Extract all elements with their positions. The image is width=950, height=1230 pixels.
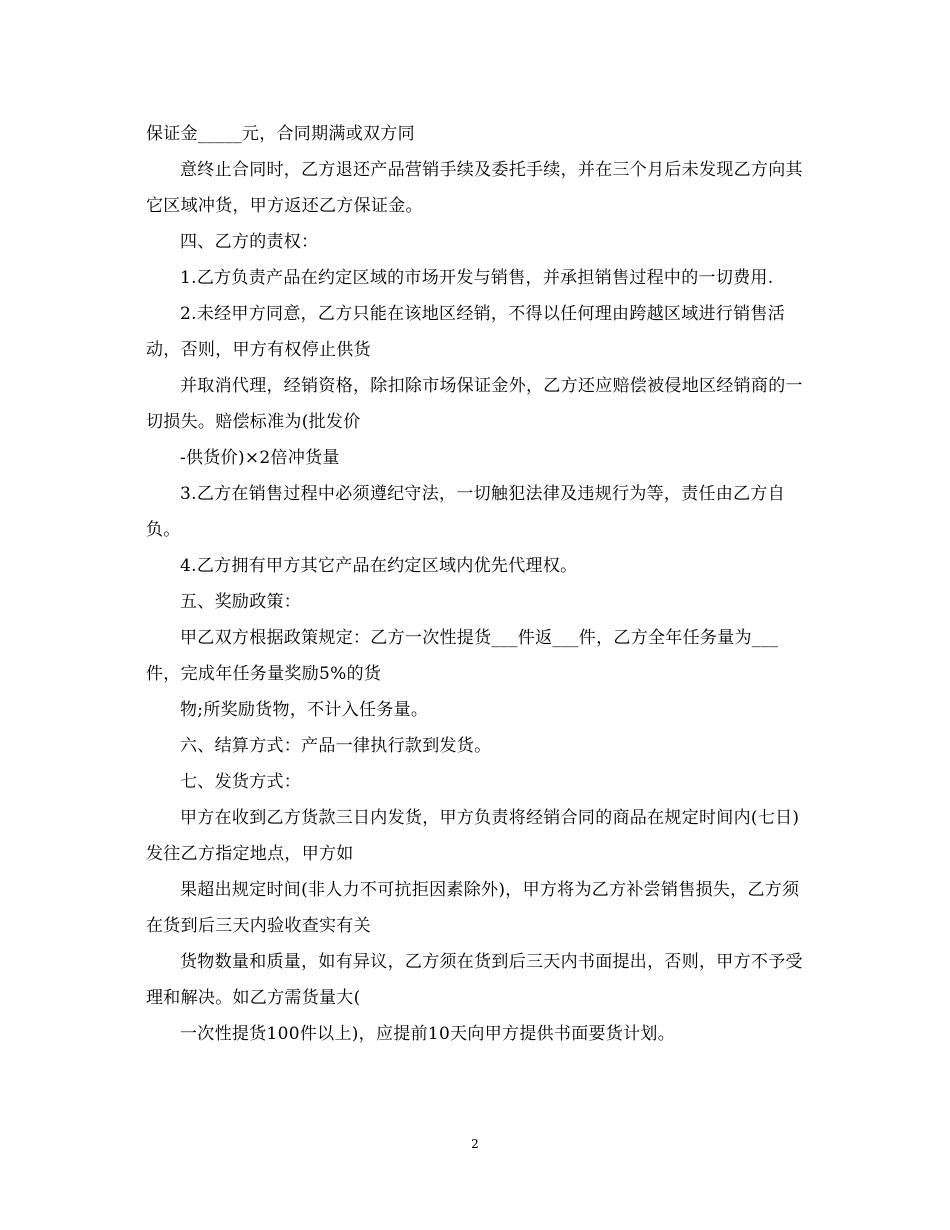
- paragraph: 4.乙方拥有甲方其它产品在约定区域内优先代理权。: [180, 556, 578, 576]
- section-heading: 五、奖励政策：: [180, 592, 302, 612]
- paragraph: 2.未经甲方同意，乙方只能在该地区经销，不得以任何理由跨越区域进行销售活动，否则，甲方有权停止供货: [146, 304, 786, 360]
- paragraph: 甲方在收到乙方货款三日内发货，甲方负责将经销合同的商品在规定时间内(七日)发往乙方指定地点，甲方如: [146, 808, 800, 864]
- paragraph: -供货价)×2倍冲货量: [180, 448, 340, 468]
- paragraph: 意终止合同时，乙方退还产品营销手续及委托手续，并在三个月后未发现乙方向其它区域冲货，甲方返还乙方保证金。: [146, 160, 803, 216]
- paragraph: 货物数量和质量，如有异议，乙方须在货到后三天内书面提出，否则，甲方不予受理和解决。如乙方需货量大(: [146, 952, 803, 1008]
- page-number: 2: [471, 1137, 479, 1151]
- section-heading: 四、乙方的责权：: [180, 232, 319, 252]
- paragraph: 保证金_____元，合同期满或双方同: [146, 124, 415, 144]
- document-body: [146, 116, 806, 1052]
- section-heading: 七、发货方式：: [180, 772, 302, 792]
- paragraph: 并取消代理，经销资格，除扣除市场保证金外，乙方还应赔偿被侵地区经销商的一切损失。赔偿标准为(批发价: [146, 376, 803, 432]
- paragraph: 甲乙双方根据政策规定：乙方一次性提货___件返___件，乙方全年任务量为___件，完成年任务量奖励5%的货: [146, 628, 779, 684]
- paragraph: 3.乙方在销售过程中必须遵纪守法，一切触犯法律及违规行为等，责任由乙方自负。: [146, 484, 786, 540]
- paragraph: 1.乙方负责产品在约定区域的市场开发与销售，并承担销售过程中的一切费用.: [180, 268, 774, 288]
- paragraph: 物;所奖励货物，不计入任务量。: [180, 700, 429, 720]
- section-heading: 六、结算方式：产品一律执行款到发货。: [180, 736, 492, 756]
- paragraph: 果超出规定时间(非人力不可抗拒因素除外)，甲方将为乙方补尝销售损失，乙方须在货到后三天内验收查实有关: [146, 880, 800, 936]
- paragraph: 一次性提货100件以上)，应提前10天向甲方提供书面要货计划。: [180, 1024, 676, 1044]
